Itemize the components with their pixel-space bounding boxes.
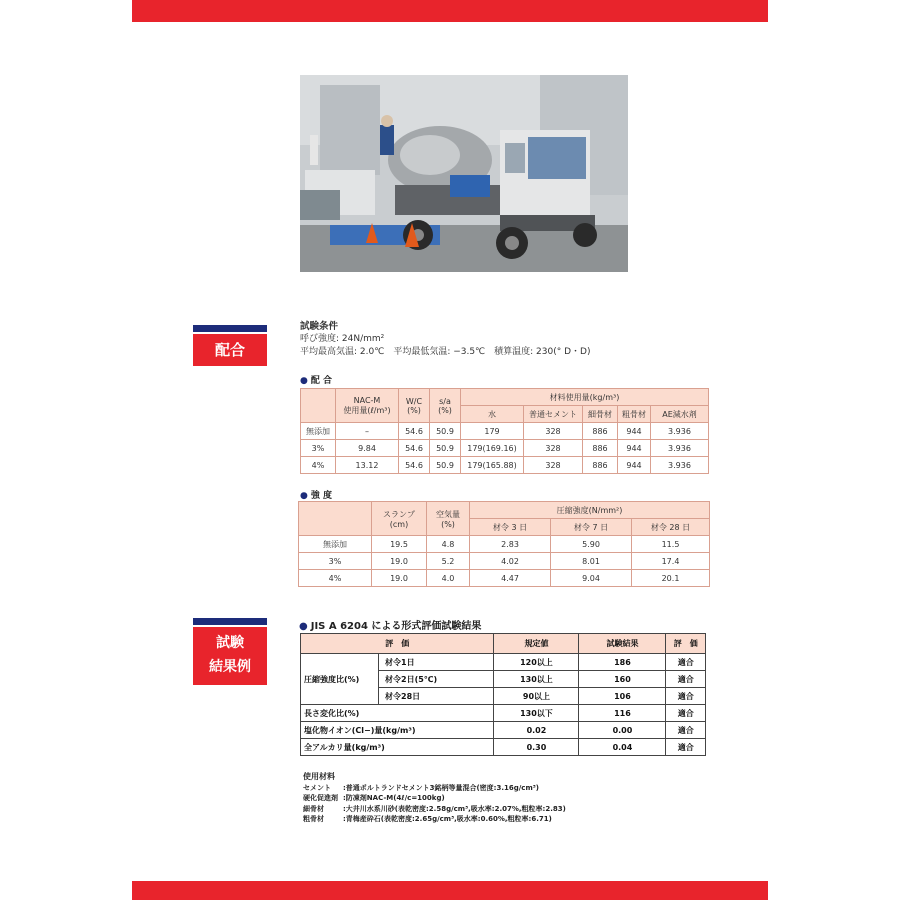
strength-head-d28: 材令 28 日: [632, 519, 710, 536]
strength-corner: [299, 502, 372, 536]
cell-spec: 120以上: [494, 654, 579, 671]
mix-table: [300, 388, 709, 474]
cell-eval: 適合: [666, 705, 706, 722]
mix-head-wc-bottom: (%): [407, 405, 421, 415]
list-item: [303, 783, 566, 794]
table-row: [301, 705, 706, 722]
jis-title: JIS A 6204 による形式評価試験結果: [310, 621, 482, 632]
cell-ae: 3.936: [651, 423, 709, 440]
cell-wc: 54.6: [399, 423, 430, 440]
table-row: [299, 536, 710, 553]
result-tag-label: [193, 627, 267, 685]
cell-d3: 4.47: [470, 570, 551, 587]
list-item: [303, 804, 566, 815]
mix-head-coarse: 粗骨材: [618, 406, 651, 423]
compress-ratio-label: 圧縮強度比(%): [301, 654, 379, 705]
mix-head-cement: 普通セメント: [524, 406, 583, 423]
cell-d3: 2.83: [470, 536, 551, 553]
cell-d7: 5.90: [551, 536, 632, 553]
mix-tag-label: 配合: [193, 334, 267, 366]
cell-cement: 328: [524, 440, 583, 457]
bullet-icon: ●: [299, 621, 308, 632]
tag-stripe: [193, 325, 267, 332]
conditions-line1: 呼び強度: 24N/mm²: [300, 334, 385, 344]
strength-head-compress: 圧縮強度(N/mm²): [470, 502, 710, 519]
cell-age: 材令28日: [379, 688, 494, 705]
row-label: 無添加: [299, 536, 372, 553]
cell-age: 材令1日: [379, 654, 494, 671]
row-label: 無添加: [301, 423, 336, 440]
cell-eval: 適合: [666, 722, 706, 739]
cell-result: 116: [579, 705, 666, 722]
strength-head-slump-top: スランプ: [383, 509, 415, 519]
material-key: セメント: [303, 783, 331, 792]
conditions-line2: 平均最高気温: 2.0℃ 平均最低気温: −3.5℃ 積算温度: 230(° D・D): [300, 347, 591, 357]
mix-head-materials: 材料使用量(kg/m³): [461, 389, 709, 406]
table-row: [301, 722, 706, 739]
row-label: 3%: [299, 553, 372, 570]
cell-coarse: 944: [618, 457, 651, 474]
cell-result: 160: [579, 671, 666, 688]
test-conditions: [300, 320, 590, 359]
cell-wc: 54.6: [399, 440, 430, 457]
bullet-icon: ●: [300, 491, 308, 501]
table-row: [301, 440, 709, 457]
mix-head-nac-bottom: 使用量(ℓ/m³): [343, 405, 391, 415]
mix-head-nac: [336, 389, 399, 423]
cell-coarse: 944: [618, 423, 651, 440]
cell-sa: 50.9: [430, 457, 461, 474]
bullet-icon: ●: [300, 376, 308, 386]
mix-title: 配 合: [310, 376, 332, 386]
cell-nac: 9.84: [336, 440, 399, 457]
cell-spec: 0.30: [494, 739, 579, 756]
material-value: :大井川水系川砂(表乾密度:2.58g/cm³,吸水率:2.07%,粗粒率:2.83): [343, 804, 566, 813]
strength-head-d3: 材令 3 日: [470, 519, 551, 536]
table-row: [299, 553, 710, 570]
list-item: [303, 793, 566, 804]
jis-heading: [299, 617, 481, 632]
mix-head-fine: 細骨材: [583, 406, 618, 423]
strength-head-slump: [372, 502, 427, 536]
cell-eval: 適合: [666, 688, 706, 705]
cell-eval: 適合: [666, 739, 706, 756]
strength-head-air: [427, 502, 470, 536]
cell-d28: 20.1: [632, 570, 710, 587]
table-row: [301, 739, 706, 756]
jis-head-eval: 評 価: [666, 634, 706, 654]
table-row: [301, 423, 709, 440]
strength-heading: [300, 488, 332, 501]
table-row: [301, 457, 709, 474]
mix-head-sa-bottom: (%): [438, 405, 452, 415]
cell-eval: 適合: [666, 654, 706, 671]
cell-d3: 4.02: [470, 553, 551, 570]
result-section-tag: [193, 618, 267, 688]
material-value: :普通ポルトランドセメント3銘柄等量混合(密度:3.16g/cm³): [343, 783, 540, 792]
cell-air: 4.8: [427, 536, 470, 553]
cell-nac: –: [336, 423, 399, 440]
cell-fine: 886: [583, 457, 618, 474]
cell-cement: 328: [524, 423, 583, 440]
cell-eval: 適合: [666, 671, 706, 688]
conditions-title: 試験条件: [300, 321, 339, 332]
cell-water: 179(169.16): [461, 440, 524, 457]
mix-head-sa-top: s/a: [439, 396, 451, 406]
cell-spec: 130以上: [494, 671, 579, 688]
cell-result: 0.04: [579, 739, 666, 756]
jis-head-item: 評 価: [301, 634, 494, 654]
material-key: 粗骨材: [303, 815, 324, 823]
cell-d7: 8.01: [551, 553, 632, 570]
mix-head-wc: [399, 389, 430, 423]
cell-item: 全アルカリ量(kg/m³): [301, 739, 494, 756]
strength-head-air-bottom: (%): [441, 519, 455, 529]
cell-sa: 50.9: [430, 423, 461, 440]
cell-d28: 17.4: [632, 553, 710, 570]
cell-sa: 50.9: [430, 440, 461, 457]
cell-slump: 19.0: [372, 570, 427, 587]
mix-corner: [301, 389, 336, 423]
cell-slump: 19.5: [372, 536, 427, 553]
strength-table: [298, 501, 710, 587]
cell-wc: 54.6: [399, 457, 430, 474]
cell-fine: 886: [583, 423, 618, 440]
cell-spec: 130以下: [494, 705, 579, 722]
list-item: [303, 814, 566, 825]
cell-fine: 886: [583, 440, 618, 457]
mix-head-water: 水: [461, 406, 524, 423]
mix-head-wc-top: W/C: [405, 396, 423, 406]
cell-water: 179: [461, 423, 524, 440]
cell-coarse: 944: [618, 440, 651, 457]
cell-ae: 3.936: [651, 440, 709, 457]
mix-section-tag: [193, 325, 267, 371]
jis-head-result: 試験結果: [579, 634, 666, 654]
cell-item: 長さ変化比(%): [301, 705, 494, 722]
top-red-bar: [132, 0, 768, 22]
table-row: [299, 570, 710, 587]
row-label: 4%: [301, 457, 336, 474]
cell-result: 106: [579, 688, 666, 705]
material-key: 細骨材: [303, 804, 324, 813]
cell-water: 179(165.88): [461, 457, 524, 474]
cell-d28: 11.5: [632, 536, 710, 553]
result-tag-line2: 結果例: [209, 659, 251, 675]
row-label: 3%: [301, 440, 336, 457]
cell-air: 5.2: [427, 553, 470, 570]
material-value: :防凍剤NAC-M(4ℓ/c=100kg): [343, 794, 445, 802]
table-row: [301, 654, 706, 671]
cell-spec: 90以上: [494, 688, 579, 705]
materials-list: [303, 772, 566, 825]
cell-age: 材令2日(5℃): [379, 671, 494, 688]
row-label: 4%: [299, 570, 372, 587]
strength-head-d7: 材令 7 日: [551, 519, 632, 536]
result-tag-line1: 試験: [216, 635, 244, 651]
cell-d7: 9.04: [551, 570, 632, 587]
strength-head-air-top: 空気量: [436, 509, 460, 519]
tag-stripe: [193, 618, 267, 625]
cell-result: 186: [579, 654, 666, 671]
materials-title: 使用材料: [303, 772, 335, 781]
material-key: 硬化促進剤: [303, 794, 338, 802]
strength-head-slump-bottom: (cm): [389, 519, 409, 529]
cell-result: 0.00: [579, 722, 666, 739]
mixer-truck-photo: [300, 75, 628, 272]
cell-spec: 0.02: [494, 722, 579, 739]
mix-head-ae: AE減水剤: [651, 406, 709, 423]
mix-heading: [300, 373, 332, 386]
cell-slump: 19.0: [372, 553, 427, 570]
cell-cement: 328: [524, 457, 583, 474]
cell-air: 4.0: [427, 570, 470, 587]
cell-item: 塩化物イオン(Cl−)量(kg/m³): [301, 722, 494, 739]
bottom-red-bar: [132, 881, 768, 900]
cell-nac: 13.12: [336, 457, 399, 474]
cell-ae: 3.936: [651, 457, 709, 474]
mix-head-sa: [430, 389, 461, 423]
jis-head-spec: 規定値: [494, 634, 579, 654]
mix-head-nac-top: NAC-M: [353, 395, 381, 405]
jis-table: [300, 633, 706, 756]
strength-title: 強 度: [310, 491, 332, 501]
material-value: :青梅産砕石(表乾密度:2.65g/cm³,吸水率:0.60%,粗粒率:6.71): [343, 815, 552, 823]
